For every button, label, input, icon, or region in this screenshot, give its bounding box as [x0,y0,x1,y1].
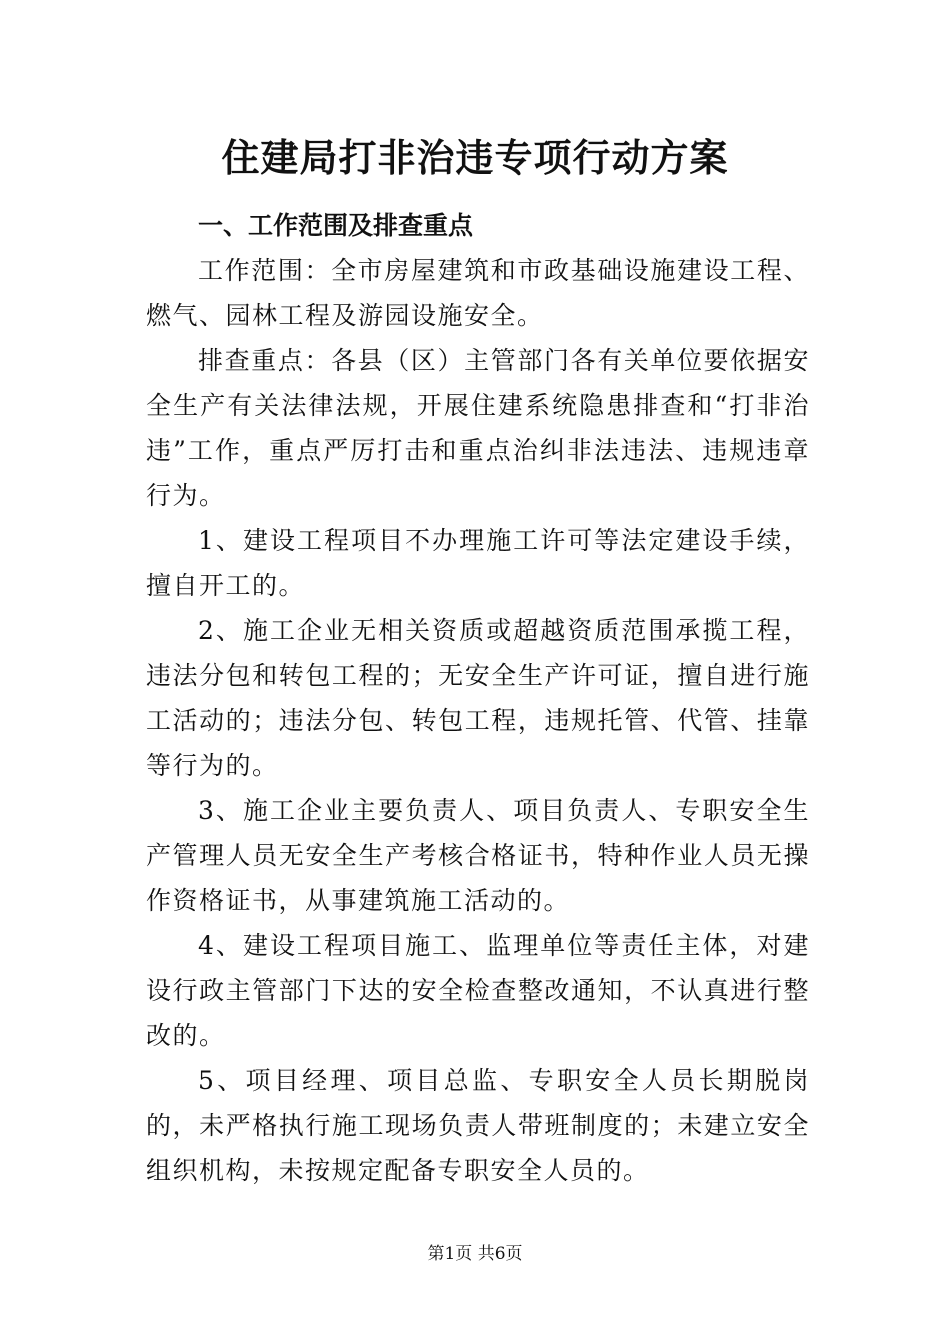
page-number-footer: 第1页 共6页 [427,1244,523,1264]
paragraph-focus: 排查重点：各县（区）主管部门各有关单位要依据安全生产有关法律法规，开展住建系统隐患排查和“打非治违”工作，重点严厉打击和重点治纠非法违法、违规违章行为。 [146,346,810,510]
document-body [146,204,810,1193]
paragraph-item-3: 3、施工企业主要负责人、项目负责人、专职安全生产管理人员无安全生产考核合格证书，特种作业人员无操作资格证书，从事建筑施工活动的。 [146,796,810,915]
paragraph-item-1: 1、建设工程项目不办理施工许可等法定建设手续，擅自开工的。 [146,526,810,600]
document-title: 住建局打非治违专项行动方案 [221,136,729,180]
paragraph-item-4: 4、建设工程项目施工、监理单位等责任主体，对建设行政主管部门下达的安全检查整改通知，不认真进行整改的。 [146,931,810,1050]
paragraph-scope: 工作范围：全市房屋建筑和市政基础设施建设工程、燃气、园林工程及游园设施安全。 [146,256,810,330]
paragraph-item-2: 2、施工企业无相关资质或超越资质范围承揽工程，违法分包和转包工程的；无安全生产许可证，擅自进行施工活动的；违法分包、转包工程，违规托管、代管、挂靠等行为的。 [146,616,810,780]
section-heading: 一、工作范围及排查重点 [198,211,474,240]
paragraph-item-5: 5、项目经理、项目总监、专职安全人员长期脱岗的，未严格执行施工现场负责人带班制度的；未建立安全组织机构，未按规定配备专职安全人员的。 [146,1066,810,1185]
